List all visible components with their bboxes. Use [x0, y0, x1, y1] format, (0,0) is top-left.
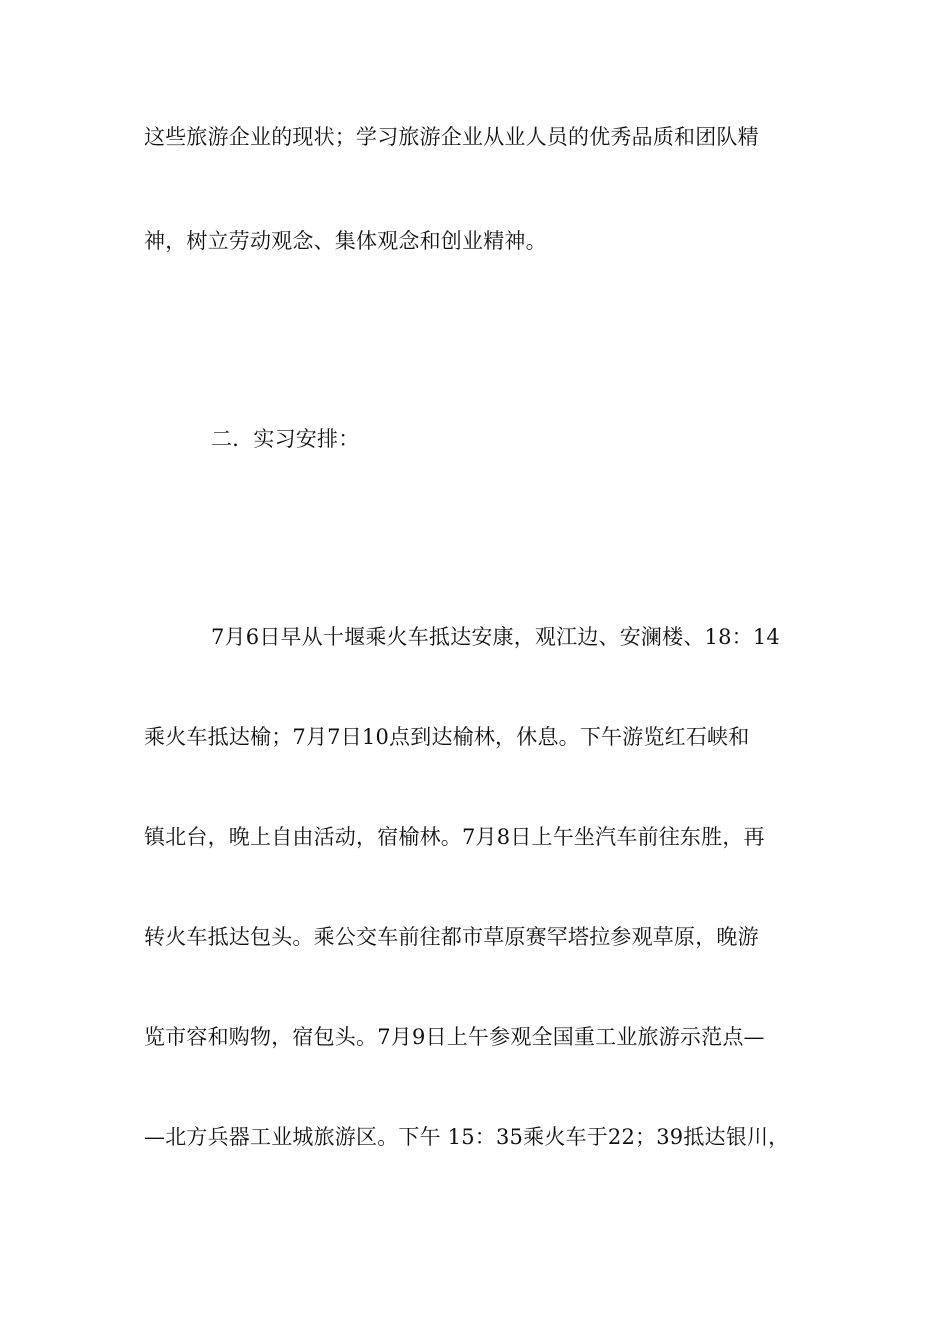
paragraph-2-line-1: 7月6日早从十堰乘火车抵达安康，观江边、安澜楼、18：14: [211, 625, 780, 649]
section-heading: 二．实习安排：: [211, 427, 360, 451]
paragraph-2-line-5: 览市容和购物，宿包头。7月9日上午参观全国重工业旅游示范点—: [144, 1025, 765, 1049]
paragraph-1-line-2: 神，树立劳动观念、集体观念和创业精神。: [144, 229, 547, 253]
paragraph-1-line-1: 这些旅游企业的现状；学习旅游企业从业人员的优秀品质和团队精: [144, 125, 759, 149]
paragraph-2-line-4: 转火车抵达包头。乘公交车前往都市草原赛罕塔拉参观草原，晚游: [144, 925, 759, 949]
paragraph-2-line-2: 乘火车抵达榆；7月7日10点到达榆林，休息。下午游览红石峡和: [144, 725, 750, 749]
paragraph-2-line-6: —北方兵器工业城旅游区。下午 15：35乘火车于22；39抵达银川，: [144, 1125, 790, 1149]
paragraph-2-line-3: 镇北台，晚上自由活动，宿榆林。7月8日上午坐汽车前往东胜，再: [144, 825, 765, 849]
